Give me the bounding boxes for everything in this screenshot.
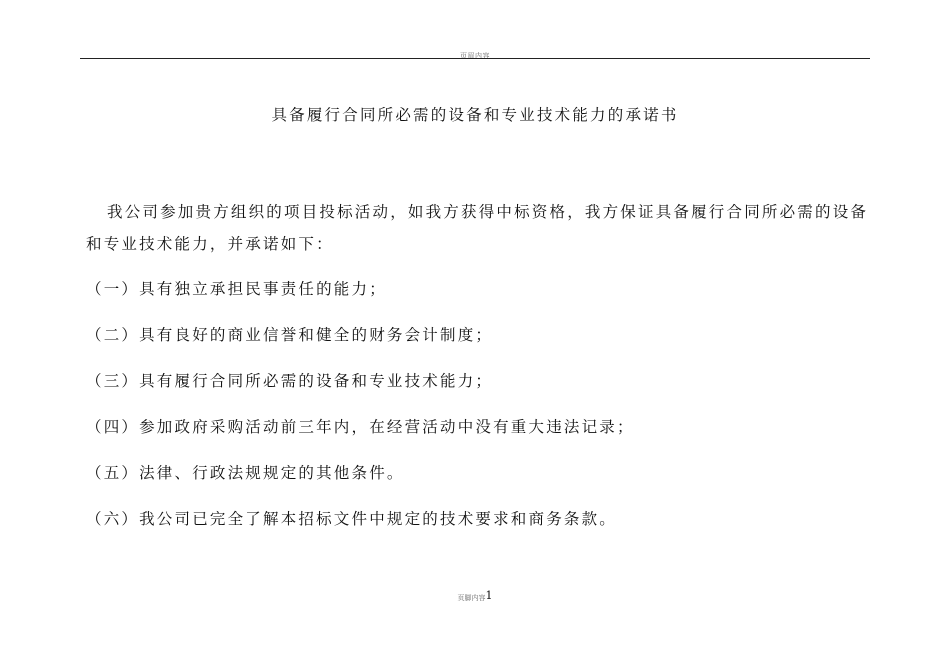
header-divider xyxy=(80,58,870,59)
commitment-item: （六）我公司已完全了解本招标文件中规定的技术要求和商务条款。 xyxy=(86,510,618,528)
page-number: 1 xyxy=(485,589,493,602)
intro-paragraph: 我公司参加贵方组织的项目投标活动，如我方获得中标资格，我方保证具备履行合同所必需的设备和专业技术能力，并承诺如下： xyxy=(86,203,869,253)
commitment-item: （三）具有履行合同所必需的设备和专业技术能力； xyxy=(86,372,494,390)
document-title: 具备履行合同所必需的设备和专业技术能力的承诺书 xyxy=(271,106,679,124)
page-header-text: 页眉内容 xyxy=(460,52,490,60)
commitment-item: （四）参加政府采购活动前三年内，在经营活动中没有重大违法记录； xyxy=(86,418,635,436)
footer-label: 页脚内容 xyxy=(457,594,486,602)
commitment-item: （二）具有良好的商业信誉和健全的财务会计制度； xyxy=(86,326,494,344)
page-footer xyxy=(0,591,950,605)
commitment-item: （一）具有独立承担民事责任的能力； xyxy=(86,280,387,298)
commitment-item: （五）法律、行政法规规定的其他条件。 xyxy=(86,464,405,482)
commitment-list xyxy=(86,275,876,551)
